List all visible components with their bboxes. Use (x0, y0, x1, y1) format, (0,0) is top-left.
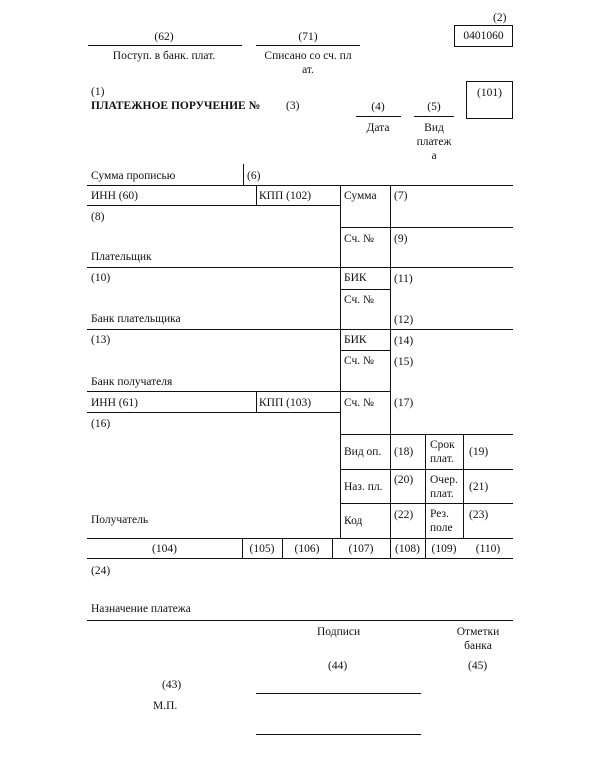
grid-line (87, 205, 340, 206)
field-1: (1) (91, 86, 105, 98)
field-5: (5) (427, 101, 441, 113)
grid-line (87, 538, 513, 539)
signatures-label: Подписи (317, 626, 361, 638)
purpose-label: Назначение платежа (91, 603, 191, 615)
grid-line (256, 391, 257, 412)
grid-line (340, 227, 513, 228)
payment-type-line2: платеж (416, 136, 452, 148)
payment-type-line3: а (431, 150, 437, 162)
field-24: (24) (91, 565, 111, 577)
date-label: Дата (366, 122, 390, 134)
field-20: (20) (394, 474, 414, 486)
field-7: (7) (394, 190, 408, 202)
grid-line (87, 329, 513, 330)
field-3: (3) (286, 100, 300, 112)
grid-line (390, 185, 391, 558)
grid-line (87, 620, 513, 621)
grid-line (87, 185, 513, 186)
field-14: (14) (394, 335, 414, 347)
received-label: Поступ. в банк. плат. (112, 50, 216, 62)
grid-line (340, 469, 513, 470)
amount-words-divider (243, 164, 244, 186)
payer-bank-label: Банк плательщика (91, 313, 181, 325)
field-10: (10) (91, 272, 111, 284)
debited-date-line (256, 45, 360, 46)
field-4: (4) (371, 101, 385, 113)
amount-words-label: Сумма прописью (91, 170, 176, 182)
field-19: (19) (469, 446, 489, 458)
field-43: (43) (162, 679, 182, 691)
term-label-line1: Срок (430, 439, 455, 451)
payer-account-label: Сч. № (344, 233, 375, 245)
field-17: (17) (394, 397, 414, 409)
field-21: (21) (469, 481, 489, 493)
field-105: (105) (249, 543, 275, 555)
field-71: (71) (298, 31, 318, 43)
field-101-box (466, 81, 513, 119)
field-9: (9) (394, 233, 408, 245)
grid-line (340, 503, 513, 504)
field-62: (62) (154, 31, 174, 43)
field-45: (45) (468, 660, 488, 672)
grid-line (87, 267, 513, 268)
payer-bank-bik-label: БИК (344, 272, 367, 284)
recipient-bank-bik-label: БИК (344, 334, 367, 346)
reserve-label-line1: Рез. (430, 508, 449, 520)
recipient-bank-label: Банк получателя (91, 376, 173, 388)
form-code-box (454, 25, 513, 47)
field-23: (23) (469, 509, 489, 521)
field-109: (109) (431, 543, 457, 555)
signature-line-2 (256, 734, 421, 735)
payer-bank-account-label: Сч. № (344, 294, 375, 306)
payer-inn: ИНН (60) (91, 190, 138, 202)
field-104: (104) (152, 543, 177, 555)
date-line (356, 116, 401, 117)
field-13: (13) (91, 334, 111, 346)
field-6: (6) (247, 170, 261, 182)
grid-line (425, 434, 426, 558)
field-12: (12) (394, 314, 414, 326)
grid-line (87, 558, 513, 559)
code-label: Код (344, 515, 363, 527)
stamp-label: М.П. (153, 700, 178, 712)
grid-line (340, 185, 341, 538)
grid-line (87, 391, 391, 392)
amount-label: Сумма (344, 190, 377, 202)
field-18: (18) (394, 446, 414, 458)
field-44: (44) (328, 660, 348, 672)
grid-line (87, 412, 340, 413)
field-16: (16) (91, 418, 111, 430)
reserve-label-line2: поле (430, 522, 453, 534)
field-110: (110) (475, 543, 501, 555)
field-22: (22) (394, 509, 414, 521)
field-101: (101) (477, 87, 502, 99)
received-date-line (88, 45, 242, 46)
field-2: (2) (493, 12, 507, 24)
order-label-line2: плат. (430, 488, 454, 500)
payer-kpp: КПП (102) (259, 190, 312, 202)
recipient-account-label: Сч. № (344, 397, 375, 409)
field-8: (8) (91, 211, 105, 223)
purpose-code-label: Наз. пл. (344, 481, 383, 493)
field-108: (108) (395, 543, 420, 555)
recipient-inn: ИНН (61) (91, 397, 138, 409)
payer-label: Плательщик (91, 251, 152, 263)
form-code: 0401060 (463, 30, 504, 42)
payment-type-line1: Вид (424, 122, 444, 134)
document-title: ПЛАТЕЖНОЕ ПОРУЧЕНИЕ № (91, 100, 261, 112)
grid-line (340, 289, 391, 290)
term-label-line2: плат. (430, 453, 454, 465)
recipient-bank-account-label: Сч. № (344, 355, 375, 367)
bank-marks-line1: Отметки (456, 626, 500, 638)
payment-type-line (414, 116, 454, 117)
grid-line (463, 434, 464, 538)
field-107: (107) (348, 543, 374, 555)
field-106: (106) (294, 543, 320, 555)
debited-label-line2: ат. (302, 64, 314, 76)
grid-line (256, 185, 257, 205)
grid-line (340, 434, 513, 435)
recipient-kpp: КПП (103) (259, 397, 312, 409)
debited-label-line1: Списано со сч. пл (264, 50, 352, 62)
bank-marks-line2: банка (464, 640, 492, 652)
op-type-label: Вид оп. (344, 446, 382, 458)
field-15: (15) (394, 356, 414, 368)
order-label-line1: Очер. (430, 474, 458, 486)
signature-line-1 (256, 693, 421, 694)
recipient-label: Получатель (91, 514, 149, 526)
grid-line (340, 350, 391, 351)
field-11: (11) (394, 273, 413, 285)
